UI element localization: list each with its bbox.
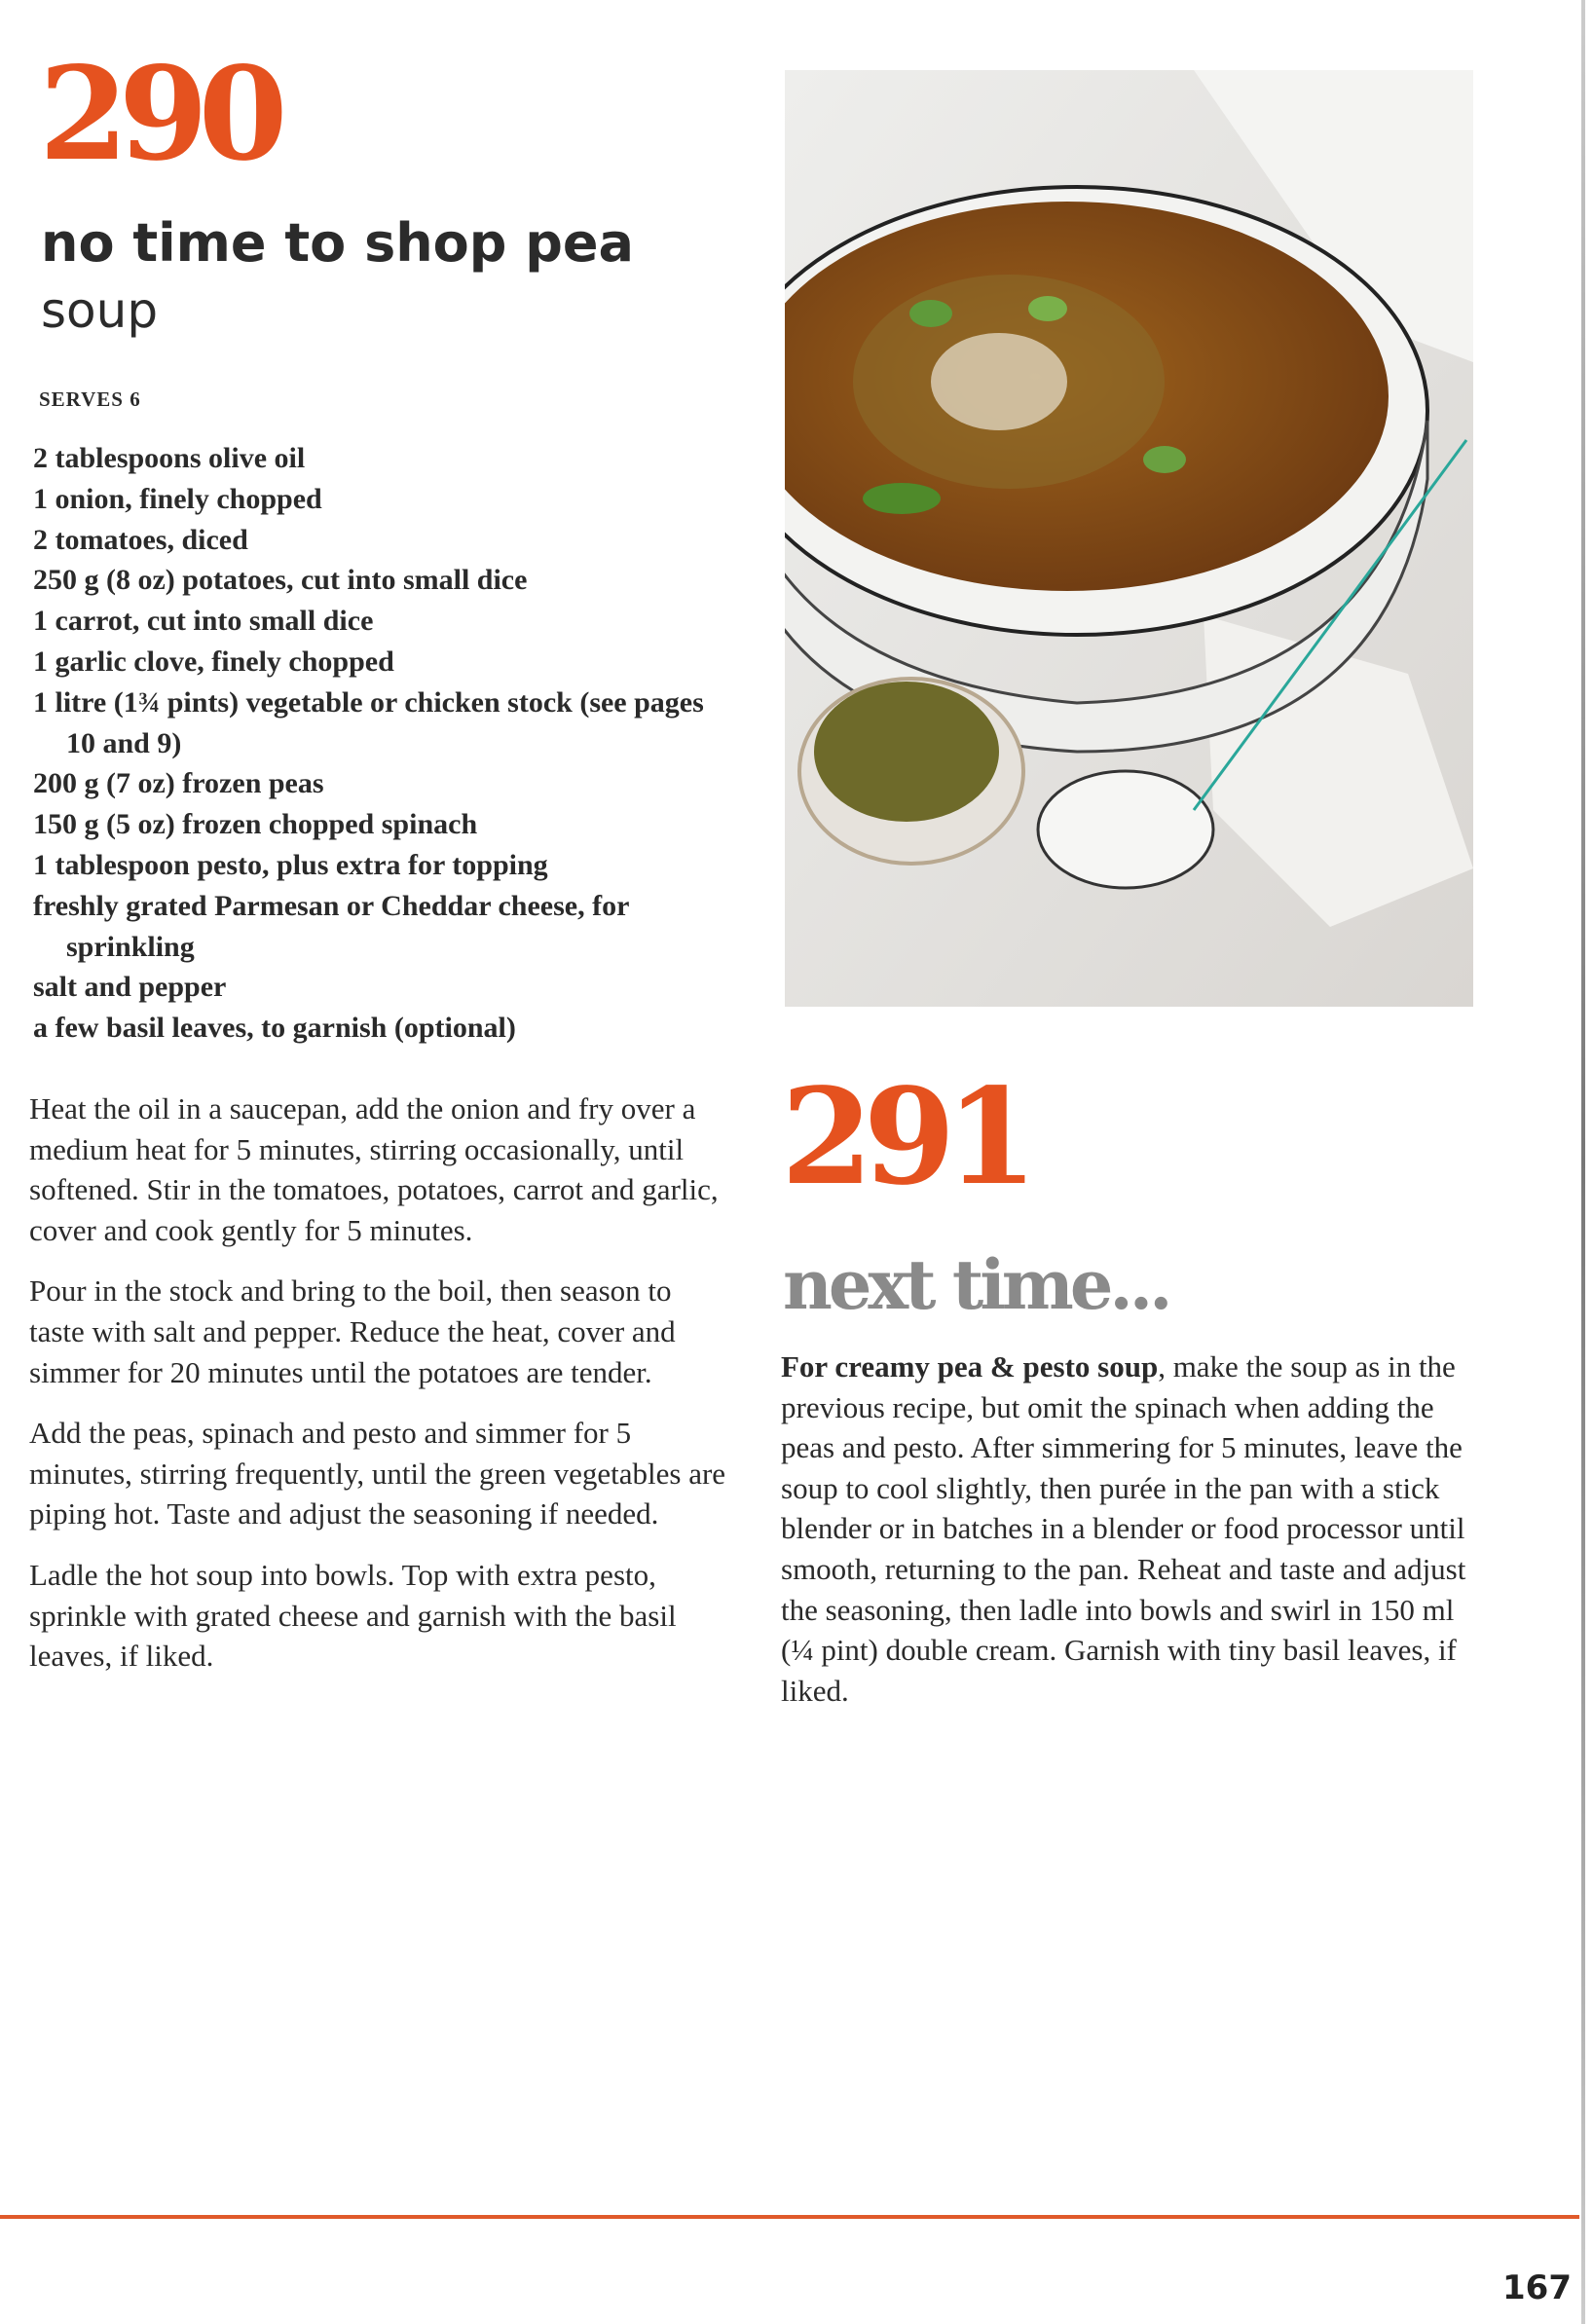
- soup-pot-image: [785, 70, 1473, 1007]
- ingredient-item: salt and pepper: [33, 971, 227, 1004]
- method-section: [29, 1088, 730, 1697]
- ingredient-item: 1 carrot, cut into small dice: [33, 605, 374, 638]
- page-spine-edge: [1581, 0, 1585, 2324]
- ingredient-item: 150 g (5 oz) frozen chopped spinach: [33, 808, 478, 841]
- page-number: 167: [1502, 2269, 1572, 2307]
- serves-label: SERVES 6: [39, 387, 141, 411]
- method-step: Pour in the stock and bring to the boil, then season to taste with salt and pepper. Reduce the heat, cover and simmer for 20 minutes until the potatoes are tender.: [29, 1273, 676, 1389]
- footer-rule: [0, 2215, 1579, 2219]
- method-step: Add the peas, spinach and pesto and simmer for 5 minutes, stirring frequently, until the green vegetables are piping hot. Taste and adjust the seasoning if needed.: [29, 1416, 726, 1531]
- ingredient-item: 2 tomatoes, diced: [33, 523, 248, 556]
- ingredient-item: 1 litre (1¾ pints) vegetable or chicken stock (see pages 10 and 9): [33, 685, 704, 759]
- recipe-number-291: 291: [781, 1059, 1028, 1215]
- ingredient-item: freshly grated Parmesan or Cheddar cheese, for sprinkling: [33, 889, 629, 963]
- method-step: Ladle the hot soup into bowls. Top with extra pesto, sprinkle with grated cheese and garnish with the basil leaves, if liked.: [29, 1557, 677, 1674]
- next-time-heading: next time...: [783, 1244, 1169, 1325]
- recipe-number-290: 290: [39, 39, 278, 190]
- ingredient-item: 2 tablespoons olive oil: [33, 442, 306, 474]
- method-step: Heat the oil in a saucepan, add the onion and fry over a medium heat for 5 minutes, stirring occasionally, until softened. Stir in the tomatoes, potatoes, carrot and garlic, cover and cook gently for 5 minutes.: [29, 1091, 719, 1247]
- ingredient-item: 200 g (7 oz) frozen peas: [33, 767, 324, 800]
- variation-body: , make the soup as in the previous recipe, but omit the spinach when adding the peas and pesto. After simmering for 5 minutes, leave the soup to cool slightly, then purée in the pan with a stick blender or in batches in a blender or food processor until smooth, returning to the pan. Reheat and taste and adjust the seasoning, then ladle into bowls and swirl in 150 ml (¼ pint) double cream. Garnish with tiny basil leaves, if liked.: [781, 1349, 1466, 1708]
- ingredient-item: 250 g (8 oz) potatoes, cut into small dice: [33, 564, 528, 597]
- variation-title: For creamy pea & pesto soup: [781, 1349, 1159, 1383]
- ingredients-list: [33, 438, 734, 1049]
- recipe-title: no time to shop pea: [41, 212, 634, 274]
- variation-text: [781, 1346, 1482, 1711]
- ingredient-item: a few basil leaves, to garnish (optional): [33, 1012, 516, 1045]
- recipe-title-line2: soup: [41, 282, 159, 339]
- ingredient-item: 1 tablespoon pesto, plus extra for topping: [33, 848, 548, 881]
- ingredient-item: 1 onion, finely chopped: [33, 482, 322, 515]
- soup-photo: [785, 70, 1473, 1007]
- ingredient-item: 1 garlic clove, finely chopped: [33, 645, 394, 678]
